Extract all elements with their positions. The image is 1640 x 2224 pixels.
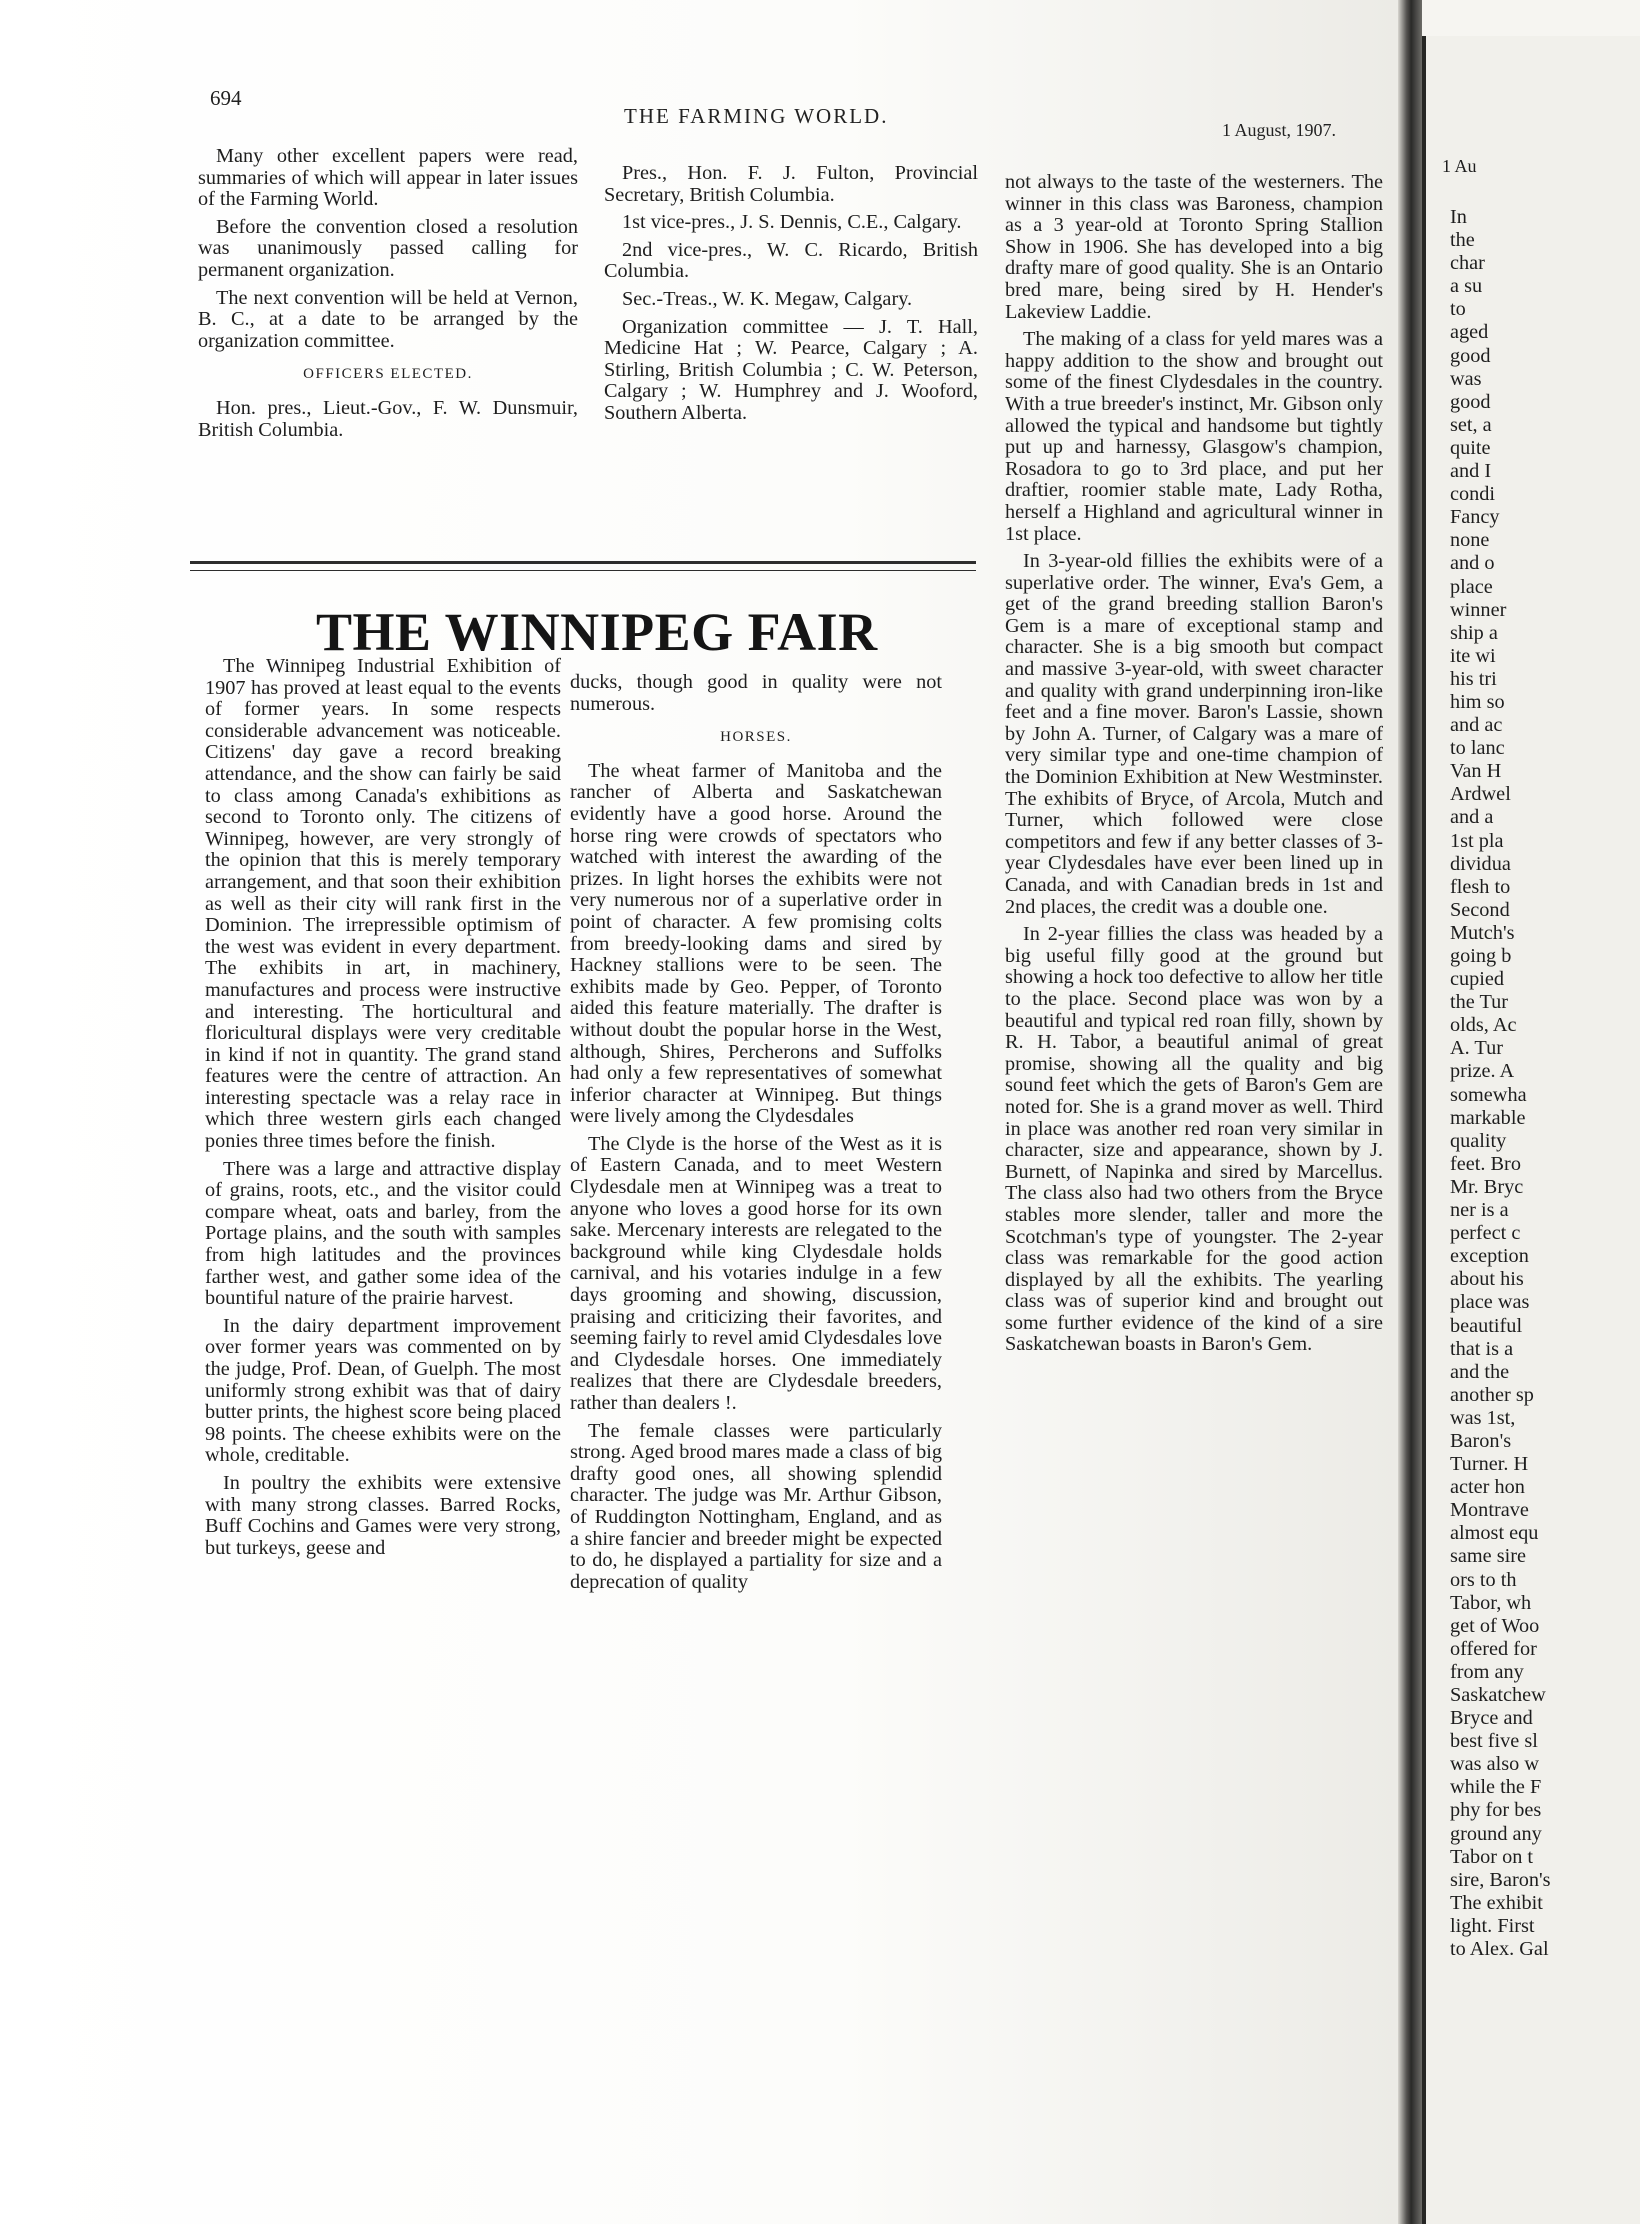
text-line-fragment: good <box>1450 344 1491 367</box>
paragraph: The Winnipeg Industrial Exhibition of 1907 has proved at least equal to the events of former years. In some respects considerable advancement was noticeable. Citizens' day gave a record breaking attendance, and the show can fairly be said to class among Canada's exhibitions as second to Toronto only. The citizens of Winnipeg, however, are very strongly of the opinion that this is merely temporary arrangement, and that soon their exhibition as well as their city will rank first in the Dominion. The irrepressible optimism of the west was evident in every department. The exhibits in art, in machinery, manufactures and process were instructive and interesting. The horticultural and floricultural displays were very creditable in kind if not in quantity. The grand stand features were the centre of attraction. An interesting spectacle was a relay race in which three western girls each changed ponies three times before the finish. <box>205 655 561 1153</box>
text-line-fragment: best five sl <box>1450 1730 1538 1753</box>
paragraph: The next convention will be held at Vernon, B. C., at a date to be arranged by the organization committee. <box>198 286 578 352</box>
text-line-fragment: offered for <box>1450 1637 1537 1660</box>
text-line-fragment: 1st pla <box>1450 829 1504 852</box>
text-line-fragment: to Alex. Gal <box>1450 1938 1549 1961</box>
section-heading-horses: HORSES. <box>720 729 792 746</box>
paragraph: Sec.-Treas., W. K. Megaw, Calgary. <box>622 287 913 310</box>
text-line-fragment: Mutch's <box>1450 921 1515 944</box>
text-line-fragment: about his <box>1450 1268 1524 1291</box>
text-line-fragment: none <box>1450 529 1490 552</box>
text-line-fragment: ors to th <box>1450 1568 1517 1591</box>
text-line-fragment: the Tur <box>1450 991 1509 1014</box>
text-line-fragment: prize. A <box>1450 1060 1515 1083</box>
text-line-fragment: ite wi <box>1450 644 1496 667</box>
text-line-fragment: almost equ <box>1450 1522 1539 1545</box>
headline-rule <box>190 561 976 571</box>
text-line-fragment: dividua <box>1450 852 1511 875</box>
text-line-fragment: In <box>1450 206 1467 228</box>
text-line-fragment: and the <box>1450 1360 1510 1383</box>
text-line-fragment: feet. Bro <box>1450 1152 1521 1175</box>
text-line-fragment: while the F <box>1450 1776 1542 1799</box>
text-line-fragment: sire, Baron's <box>1450 1868 1551 1891</box>
paragraph: 1st vice-pres., J. S. Dennis, C.E., Calgary. <box>622 211 962 234</box>
text-line-fragment: winner <box>1450 598 1507 621</box>
text-line-fragment: from any <box>1450 1660 1524 1683</box>
text-line-fragment: the <box>1450 229 1475 252</box>
text-line-fragment: somewha <box>1450 1083 1527 1106</box>
paragraph: The making of a class for yeld mares was a happy addition to the show and brought out some of the finest Clydesdales in the country. With a true breeder's instinct, Mr. Gibson only allowed the typical and handsome but tightly put up and harnessy, Glasgow's champion, Rosadora to go to 3rd place, and put her draftier, roomier stable mate, Lady Rotha, herself a Highland and agricultural winner in 1st place. <box>1005 328 1383 545</box>
paragraph: Hon. pres., Lieut.-Gov., F. W. Dunsmuir, British Columbia. <box>198 396 578 441</box>
text-line-fragment: phy for bes <box>1450 1799 1542 1822</box>
text-line-fragment: place was <box>1450 1291 1530 1314</box>
text-line-fragment: and I <box>1450 460 1492 483</box>
text-line-fragment: perfect c <box>1450 1222 1521 1245</box>
text-line-fragment: to lanc <box>1450 737 1505 760</box>
issue-date: 1 August, 1907. <box>1222 120 1337 140</box>
text-line-fragment: Montrave <box>1450 1499 1529 1522</box>
article-column-1 <box>205 656 561 1565</box>
text-line-fragment: place <box>1450 575 1493 598</box>
text-line-fragment: olds, Ac <box>1450 1014 1517 1037</box>
text-line-fragment: quite <box>1450 436 1491 459</box>
text-line-fragment: Tabor on t <box>1450 1845 1534 1868</box>
right-page-fragment <box>1422 36 1640 2224</box>
text-line-fragment: was <box>1450 367 1482 390</box>
binding-gutter <box>1398 0 1422 2224</box>
paragraph: In poultry the exhibits were extensive with many strong classes. Barred Rocks, Buff Cochins and Games were very strong, but turkeys, geese and <box>205 1471 561 1559</box>
text-line-fragment: acter hon <box>1450 1476 1525 1499</box>
text-line-fragment: light. First <box>1450 1914 1535 1937</box>
text-line-fragment: get of Woo <box>1450 1614 1540 1637</box>
text-line-fragment: quality <box>1450 1129 1507 1152</box>
text-line-fragment: cupied <box>1450 968 1505 991</box>
top-column-2 <box>604 163 978 431</box>
text-line-fragment: ground any <box>1450 1822 1542 1845</box>
paragraph: In 3-year-old fillies the exhibits were of a superlative order. The winner, Eva's Gem, a get of the grand breeding stallion Baron's Gem is a mare of exceptional stamp and character. She is a big smooth but compact and massive 3-year-old, with sweet character and quality with grand underpinning iron-like feet and a fine mover. Baron's Lassie, shown by John A. Turner, of Calgary was a mare of very similar type and one-time champion of the Dominion Exhibition at New Westminster. The exhibits of Bryce, of Arcola, Mutch and Turner, which followed were close competitors and few if any better classes of 3-year Clydesdales have ever been lined up in Canada, and with Canadian breds in 1st and 2nd places, the credit was a double one. <box>1005 550 1383 918</box>
text-line-fragment: good <box>1450 390 1491 413</box>
text-line-fragment: Saskatchew <box>1450 1684 1546 1706</box>
paragraph: In the dairy department improvement over former years was commented on by the judge, Prof. Dean, of Guelph. The most uniformly strong exhibit was that of dairy butter prints, the highest score being placed 98 points. The cheese exhibits were on the whole, creditable. <box>205 1314 561 1467</box>
text-line-fragment: his tri <box>1450 667 1497 690</box>
text-line-fragment: A. Tur <box>1450 1037 1503 1060</box>
text-line-fragment: Bryce and <box>1450 1707 1533 1730</box>
paragraph: In 2-year fillies the class was headed by a big useful filly good at the ground but showing a hock too defective to allow her title to the place. Second place was won by a beautiful and typical red roan filly, shown by R. H. Tabor, a beautiful animal of great promise, showing all the quality and big sound feet which the gets of Baron's Gem are noted for. She is a grand mover as well. Third in place was another red roan very similar in character, size and appearance, shown by J. Burnett, of Napinka and sired by Marcellus. The class also had two others from the Bryce stables more slender, taller and more the Scotchman's type of youngster. The 2-year class was remarkable for the good action displayed by all the exhibits. The yearling class was of superior kind and brought out some further evidence of the kind of a sire Saskatchewan boasts in Baron's Gem. <box>1005 923 1383 1356</box>
paragraph: The female classes were particularly strong. Aged brood mares made a class of big drafty good ones, all showing splendid character. The judge was Mr. Arthur Gibson, of Ruddington Nottingham, England, and as a shire fancier and breeder might be expected to do, he displayed a partiality for size and a deprecation of quality <box>570 1419 942 1593</box>
text-line-fragment: Van H <box>1450 760 1502 783</box>
text-line-fragment: condi <box>1450 483 1496 506</box>
paragraph: Organization committee — J. T. Hall, Medicine Hat ; W. Pearce, Calgary ; A. Stirling, British Columbia ; C. W. Peterson, Calgary ; W. Humphrey and J. Wooford, Southern Alberta. <box>604 315 978 424</box>
page-number: 694 <box>210 86 242 110</box>
text-line-fragment: was 1st, <box>1450 1406 1516 1429</box>
text-line-fragment: was also w <box>1450 1753 1539 1776</box>
text-line-fragment: ship a <box>1450 621 1498 644</box>
text-line-fragment: char <box>1450 252 1485 275</box>
text-line-fragment: Fancy <box>1450 506 1500 529</box>
text-line-fragment: same sire <box>1450 1545 1527 1568</box>
paragraph: The Clyde is the horse of the West as it is of Eastern Canada, and to meet Western Clydesdale men at Winnipeg was a treat to anyone who loves a good horse for its own sake. Mercenary interests are relegated to the background while king Clydesdale holds carnival, and his votaries indulge in a few days grooming and showing, discussion, praising and criticizing their favorites, and seeming fairly to revel amid Clydesdales love and Clydesdale horses. One immediately realizes that there are Clydesdale breeders, rather than dealers !. <box>570 1132 942 1414</box>
paragraph: Before the convention closed a resolution was unanimously passed calling for permanent organization. <box>198 215 578 281</box>
text-line-fragment: Ardwel <box>1450 783 1511 806</box>
paragraph: not always to the taste of the westerners. The winner in this class was Baroness, champion as a 3 year-old at Toronto Spring Stallion Show in 1906. She has developed into a big drafty mare of good quality. She is an Ontario bred mare, being sired by H. Hender's Lakeview Laddie. <box>1005 171 1383 323</box>
paragraph: The wheat farmer of Manitoba and the rancher of Alberta and Saskatchewan evidently have a good horse. Around the horse ring were crowds of spectators who watched with interest the awarding of the prizes. In light horses the exhibits were not very numerous nor of a superlative order in point of character. A few promising colts from breedy-looking dams and sired by Hackney stallions were to be seen. The exhibits made by Geo. Pepper, of Toronto aided this feature materially. The drafter is without doubt the popular horse in the West, although, Shires, Percherons and Suffolks had only a few representatives of somewhat inferior character at Winnipeg. But things were lively among the Clydesdales <box>570 759 942 1128</box>
text-line-fragment: set, a <box>1450 413 1492 436</box>
text-line-fragment: and o <box>1450 552 1495 575</box>
text-line-fragment: Tabor, wh <box>1450 1591 1532 1614</box>
text-line-fragment: Second <box>1450 898 1510 921</box>
text-line-fragment: aged <box>1450 321 1489 344</box>
article-column-2 <box>570 672 942 1599</box>
paragraph: 2nd vice-pres., W. C. Ricardo, British Columbia. <box>604 238 978 283</box>
text-line-fragment: exception <box>1450 1245 1529 1268</box>
text-line-fragment: flesh to <box>1450 875 1511 898</box>
right-page-date-fragment: 1 Au <box>1442 156 1477 176</box>
paragraph: ducks, though good in quality were not numerous. <box>570 671 942 715</box>
text-line-fragment: a su <box>1450 275 1483 298</box>
article-headline: THE WINNIPEG FAIR <box>316 602 878 662</box>
text-line-fragment: to <box>1450 298 1466 321</box>
article-column-3 <box>1005 172 1383 1362</box>
text-line-fragment: and ac <box>1450 714 1503 737</box>
running-title: THE FARMING WORLD. <box>624 104 889 128</box>
right-page-column-fragment <box>1450 206 1640 1961</box>
text-line-fragment: Mr. Bryc <box>1450 1175 1524 1198</box>
text-line-fragment: markable <box>1450 1106 1526 1129</box>
text-line-fragment: Baron's <box>1450 1429 1512 1452</box>
paragraph: There was a large and attractive display of grains, roots, etc., and the visitor could compare wheat, oats and barley, from the Portage plains, and the south with samples from high latitudes and the provinces farther west, and gather some idea of the bountiful nature of the prairie harvest. <box>205 1157 561 1310</box>
text-line-fragment: him so <box>1450 690 1505 713</box>
top-column-1 <box>198 146 578 447</box>
text-line-fragment: going b <box>1450 945 1512 967</box>
paragraph: Many other excellent papers were read, summaries of which will appear in later issues of the Farming World. <box>198 145 578 211</box>
text-line-fragment: that is a <box>1450 1337 1514 1360</box>
text-line-fragment: another sp <box>1450 1383 1534 1406</box>
text-line-fragment: Turner. H <box>1450 1453 1529 1476</box>
text-line-fragment: The exhibit <box>1450 1891 1543 1914</box>
section-heading-officers: OFFICERS ELECTED. <box>303 366 473 383</box>
text-line-fragment: ner is a <box>1450 1199 1509 1222</box>
text-line-fragment: beautiful <box>1450 1314 1523 1337</box>
text-line-fragment: and a <box>1450 806 1494 829</box>
paragraph: Pres., Hon. F. J. Fulton, Provincial Secretary, British Columbia. <box>604 162 978 206</box>
